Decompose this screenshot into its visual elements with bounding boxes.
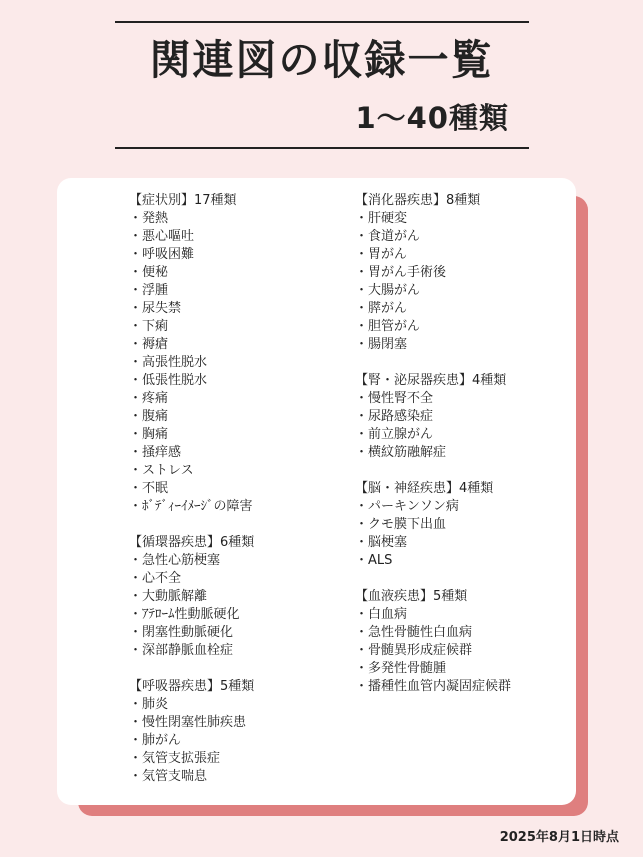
- left-column: [129, 192, 254, 804]
- list-item: ・ 慢性閉塞性肺疾患: [129, 714, 254, 732]
- category-heading: 【腎・泌尿器疾患】4種類: [355, 373, 507, 388]
- list-item: ・ 横紋筋融解症: [355, 444, 511, 462]
- list-item: ・ 便秘: [129, 264, 254, 282]
- page-subtitle: 1～40種類: [355, 101, 509, 135]
- list-item: ・ クモ膜下出血: [355, 516, 511, 534]
- category-heading: 【消化器疾患】8種類: [355, 193, 481, 208]
- category-section: [355, 192, 511, 354]
- list-item: ・ 食道がん: [355, 228, 511, 246]
- list-item: ・ 白血病: [355, 606, 511, 624]
- list-item: ・ 胃がん: [355, 246, 511, 264]
- page-title: 関連図の収録一覧: [149, 36, 494, 84]
- list-item: ・ 不眠: [129, 480, 254, 498]
- right-column: [355, 192, 511, 714]
- list-item: ・ 心不全: [129, 570, 254, 588]
- list-item: ・ 肝硬変: [355, 210, 511, 228]
- date-note: 2025年8月1日時点: [499, 830, 619, 845]
- list-item: ・ ストレス: [129, 462, 254, 480]
- list-item: ・ ｱﾃﾛｰﾑ性動脈硬化: [129, 606, 254, 624]
- list-item: ・ 褥瘡: [129, 336, 254, 354]
- list-item: ・ 胃がん手術後: [355, 264, 511, 282]
- list-item: ・ 発熱: [129, 210, 254, 228]
- list-item: ・ 前立腺がん: [355, 426, 511, 444]
- list-item: ・ 高張性脱水: [129, 354, 254, 372]
- list-item: ・ 膵がん: [355, 300, 511, 318]
- list-item: ・ 慢性腎不全: [355, 390, 511, 408]
- list-item: ・ 掻痒感: [129, 444, 254, 462]
- list-item: ・ 腸閉塞: [355, 336, 511, 354]
- content-card: [57, 178, 576, 805]
- list-item: ・ 多発性骨髄腫: [355, 660, 511, 678]
- list-item: ・ 大動脈解離: [129, 588, 254, 606]
- list-item: ・ 急性心筋梗塞: [129, 552, 254, 570]
- category-section: [129, 678, 254, 786]
- list-item: ・ 深部静脈血栓症: [129, 642, 254, 660]
- category-heading: 【症状別】17種類: [129, 193, 237, 208]
- category-heading: 【呼吸器疾患】5種類: [129, 679, 255, 694]
- list-item: ・ 悪心嘔吐: [129, 228, 254, 246]
- list-item: ・ 腹痛: [129, 408, 254, 426]
- list-item: ・ ALS: [355, 552, 511, 570]
- list-item: ・ 骨髄異形成症候群: [355, 642, 511, 660]
- list-item: ・ パーキンソン病: [355, 498, 511, 516]
- category-section: [129, 192, 254, 516]
- list-item: ・ 疼痛: [129, 390, 254, 408]
- list-item: ・ 閉塞性動脈硬化: [129, 624, 254, 642]
- list-item: ・ 呼吸困難: [129, 246, 254, 264]
- category-heading: 【脳・神経疾患】4種類: [355, 481, 494, 496]
- list-item: ・ 下痢: [129, 318, 254, 336]
- list-item: ・ 気管支喘息: [129, 768, 254, 786]
- category-section: [355, 480, 511, 570]
- category-section: [355, 588, 511, 696]
- category-heading: 【血液疾患】5種類: [355, 589, 468, 604]
- list-item: ・ 脳梗塞: [355, 534, 511, 552]
- category-section: [129, 534, 254, 660]
- category-section: [355, 372, 511, 462]
- list-item: ・ 尿失禁: [129, 300, 254, 318]
- top-rule: [115, 21, 529, 23]
- list-item: ・ 肺がん: [129, 732, 254, 750]
- list-item: ・ 播種性血管内凝固症候群: [355, 678, 511, 696]
- list-item: ・ 肺炎: [129, 696, 254, 714]
- list-item: ・ ﾎﾞﾃﾞｨｰｲﾒｰｼﾞの障害: [129, 498, 254, 516]
- list-item: ・ 胸痛: [129, 426, 254, 444]
- list-item: ・ 浮腫: [129, 282, 254, 300]
- list-item: ・ 気管支拡張症: [129, 750, 254, 768]
- list-item: ・ 大腸がん: [355, 282, 511, 300]
- category-heading: 【循環器疾患】6種類: [129, 535, 255, 550]
- list-item: ・ 尿路感染症: [355, 408, 511, 426]
- bottom-rule: [115, 147, 529, 149]
- list-item: ・ 低張性脱水: [129, 372, 254, 390]
- list-item: ・ 急性骨髄性白血病: [355, 624, 511, 642]
- list-item: ・ 胆管がん: [355, 318, 511, 336]
